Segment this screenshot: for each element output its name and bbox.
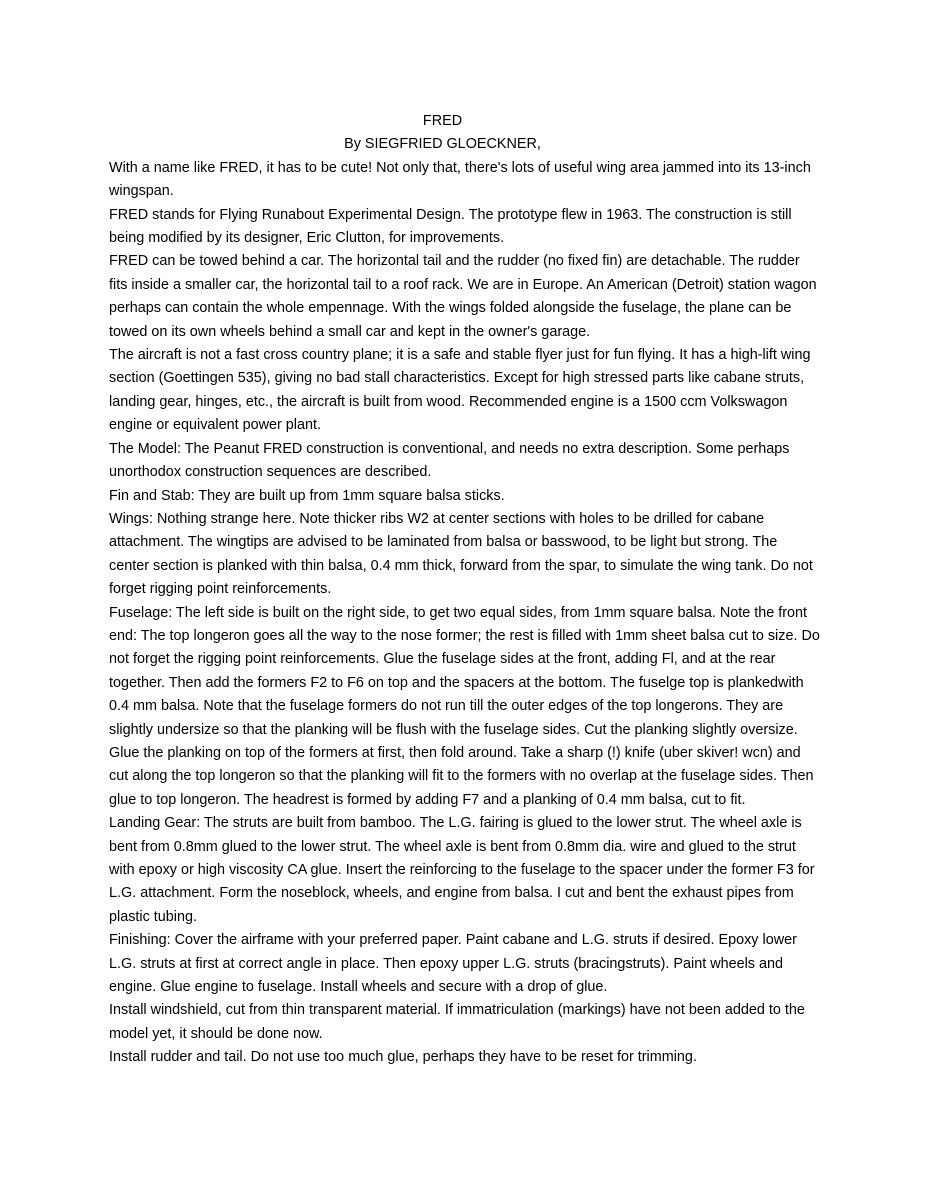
paragraph-model: The Model: The Peanut FRED construction is conventional, and needs no extra description. Some perhaps unorthodox construction sequences are described. (109, 440, 790, 481)
paragraph-fuselage: Fuselage: The left side is built on the right side, to get two equal sides, from 1mm square balsa. Note the front end: The top longeron goes all the way to the nose former; the rest is filled with 1mm sheet balsa cut to size. Do not forget the rigging point reinforcements. Glue the fuselage sides at the front, adding Fl, and at the rear together. Then add the formers F2 to F6 on top and the spacers at the bottom. The fuselge top is plankedwith 0.4 mm balsa. Note that the fuselage formers do not run till the outer edges of the top longerons. They are slightly undersize so that the planking will be flush with the fuselage sides. Cut the planking slightly oversize. Glue the planking on top of the formers at first, then fold around. Take a sharp (!) knife (uber skiver! wcn) and cut along the top longeron so that the planking will fit to the formers with no overlap at the fuselage sides. Then glue to top longeron. The headrest is formed by adding F7 and a planking of 0.4 mm balsa, cut to fit. (109, 604, 820, 808)
document-body (109, 110, 821, 1070)
paragraph-aircraft: The aircraft is not a fast cross country plane; it is a safe and stable flyer just for fun flying. It has a high-lift wing section (Goettingen 535), giving no bad stall characteristics. Except for high stressed parts like cabane struts, landing gear, hinges, etc., the aircraft is built from wood. Recommended engine is a 1500 ccm Volkswagon engine or equivalent power plant. (109, 347, 811, 434)
document-title: FRED (422, 113, 463, 129)
paragraph-towing: FRED can be towed behind a car. The horizontal tail and the rudder (no fixed fin) are detachable. The rudder fits inside a smaller car, the horizontal tail to a roof rack. We are in Europe. An American (Detroit) station wagon perhaps can contain the whole empennage. With the wings folded alongside the fuselage, the plane can be towed on its own wheels behind a small car and kept in the owner's garage. (109, 253, 817, 340)
paragraph-intro: With a name like FRED, it has to be cute! Not only that, there's lots of useful wing area jammed into its 13-inch wingspan. (109, 159, 811, 200)
paragraph-name-meaning: FRED stands for Flying Runabout Experimental Design. The prototype flew in 1963. The construction is still being modified by its designer, Eric Clutton, for improvements. (109, 206, 792, 247)
paragraph-wings: Wings: Nothing strange here. Note thicker ribs W2 at center sections with holes to be drilled for cabane attachment. The wingtips are advised to be laminated from balsa or basswood, to be light but strong. The center section is planked with thin balsa, 0.4 mm thick, forward from the spar, to simulate the wing tank. Do not forget rigging point reinforcements. (109, 510, 813, 598)
paragraph-rudder-tail: Install rudder and tail. Do not use too much glue, perhaps they have to be reset for trimming. (109, 1049, 697, 1066)
paragraph-finishing: Finishing: Cover the airframe with your preferred paper. Paint cabane and L.G. struts if desired. Epoxy lower L.G. struts at first at correct angle in place. Then epoxy upper L.G. struts (bracingstruts). Paint wheels and engine. Glue engine to fuselage. Install wheels and secure with a drop of glue. (109, 932, 797, 996)
paragraph-landing-gear: Landing Gear: The struts are built from bamboo. The L.G. fairing is glued to the lower strut. The wheel axle is bent from 0.8mm glued to the lower strut. The wheel axle is bent from 0.8mm dia. wire and glued to the strut with epoxy or high viscosity CA glue. Insert the reinforcing to the fuselage to the spacer under the former F3 for L.G. attachment. Form the noseblock, wheels, and engine from balsa. I cut and bent the exhaust pipes from plastic tubing. (109, 815, 815, 925)
paragraph-fin-stab: Fin and Stab: They are built up from 1mm square balsa sticks. (109, 487, 505, 504)
paragraph-windshield: Install windshield, cut from thin transparent material. If immatriculation (markings) have not been added to the model yet, it should be done now. (109, 1002, 805, 1042)
author-byline: By SIEGFRIED GLOECKNER, (344, 136, 541, 153)
